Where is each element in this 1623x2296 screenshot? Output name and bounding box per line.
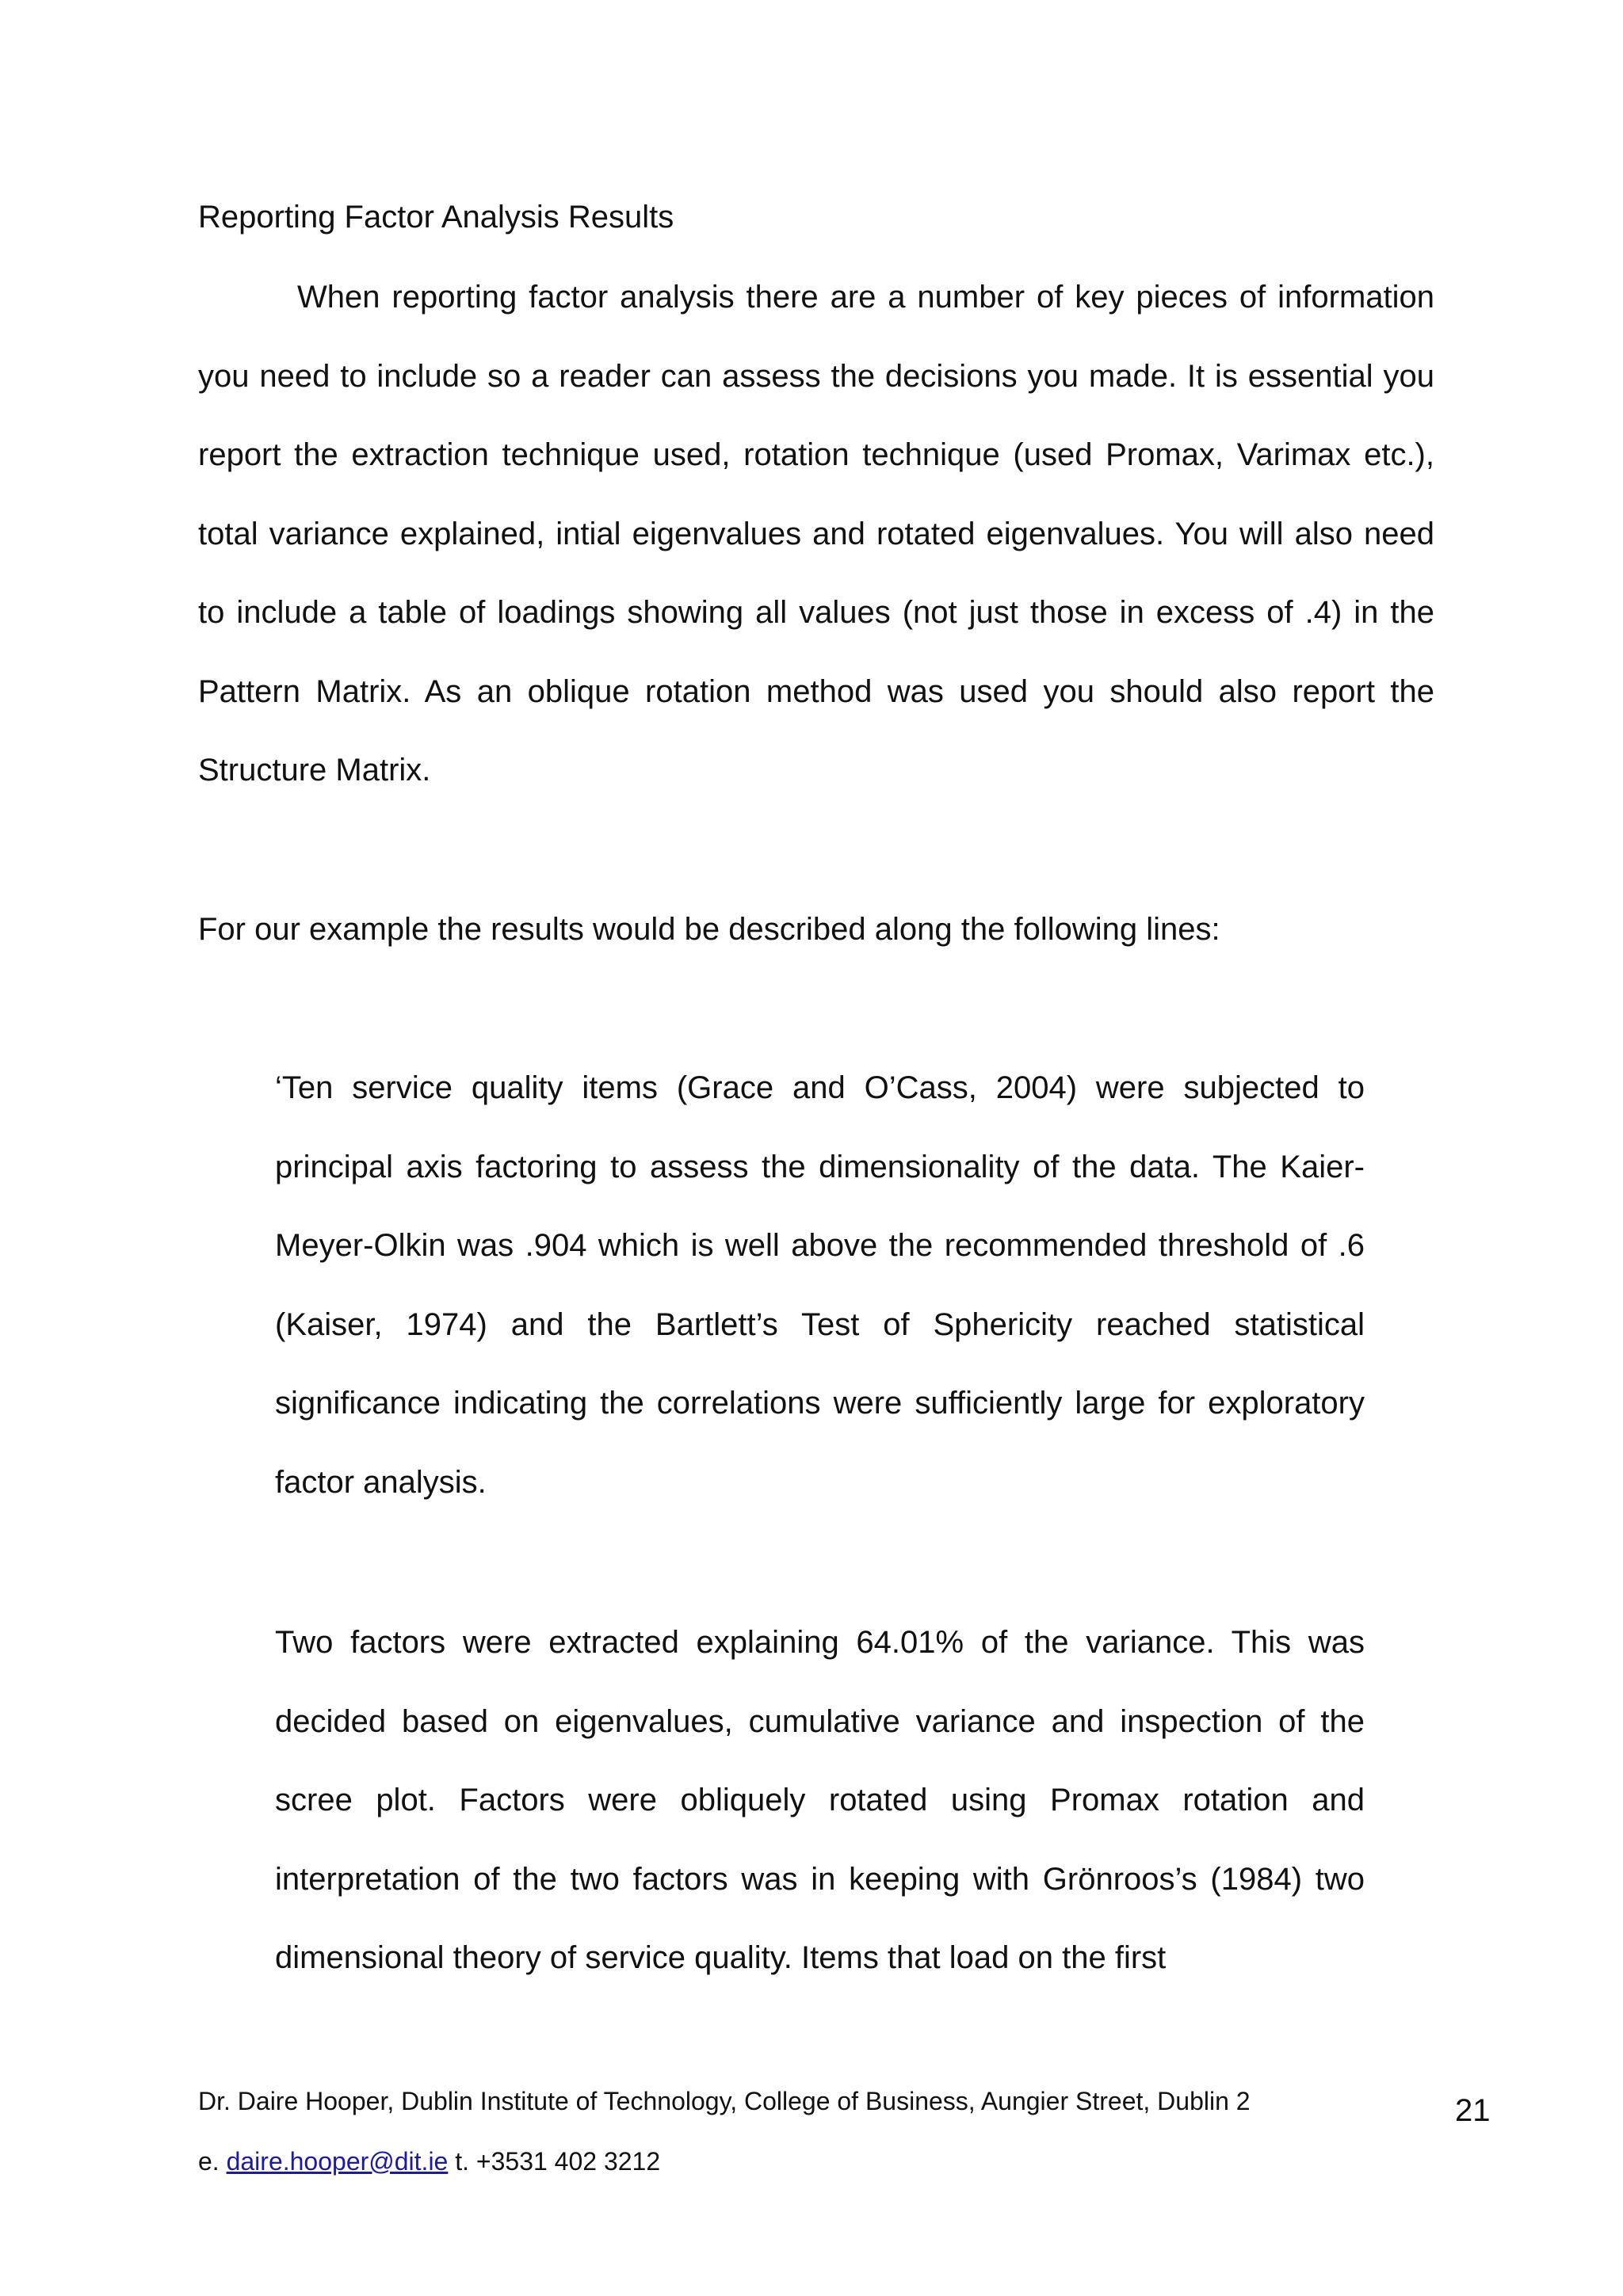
footer-contact-line bbox=[198, 2145, 660, 2177]
footer-email-prefix: e. bbox=[198, 2147, 227, 2176]
example-intro-paragraph: For our example the results would be described along the following lines: bbox=[198, 912, 1220, 947]
footer-author-line: Dr. Daire Hooper, Dublin Institute of Technology, College of Business, Aungier Street, Dublin 2 bbox=[198, 2087, 1251, 2115]
quoted-paragraph-factors: Two factors were extracted explaining 64.01% of the variance. This was decided based on eigenvalues, cumulative variance and inspection of the scree plot. Factors were obliquely rotated using Promax rotation and interpretation of the two factors was in keeping with Grönroos’s (1984) two dimensional theory of service quality. Items that load on the first bbox=[275, 1625, 1365, 1975]
intro-paragraph: When reporting factor analysis there are a number of key pieces of information you need to include so a reader can assess the decisions you made. It is essential you report the extraction technique used, rotation technique (used Promax, Varimax etc.), total variance explained, intial eigenvalues and rotated eigenvalues. You will also need to include a table of loadings showing all values (not just those in excess of .4) in the Pattern Matrix. As an oblique rotation method was used you should also report the Structure Matrix. bbox=[198, 280, 1434, 788]
footer-phone: t. +3531 402 3212 bbox=[448, 2147, 661, 2176]
page-number: 21 bbox=[1455, 2093, 1491, 2128]
email-link[interactable]: daire.hooper@dit.ie bbox=[226, 2147, 449, 2176]
section-heading: Reporting Factor Analysis Results bbox=[198, 200, 674, 235]
quoted-paragraph-kmo: ‘Ten service quality items (Grace and O’Cass, 2004) were subjected to principal axis factoring to assess the dimensionality of the data. The Kaier-Meyer-Olkin was .904 which is well above the recommended threshold of .6 (Kaiser, 1974) and the Bartlett’s Test of Sphericity reached statistical significance indicating the correlations were sufficiently large for exploratory factor analysis. bbox=[275, 1070, 1365, 1500]
